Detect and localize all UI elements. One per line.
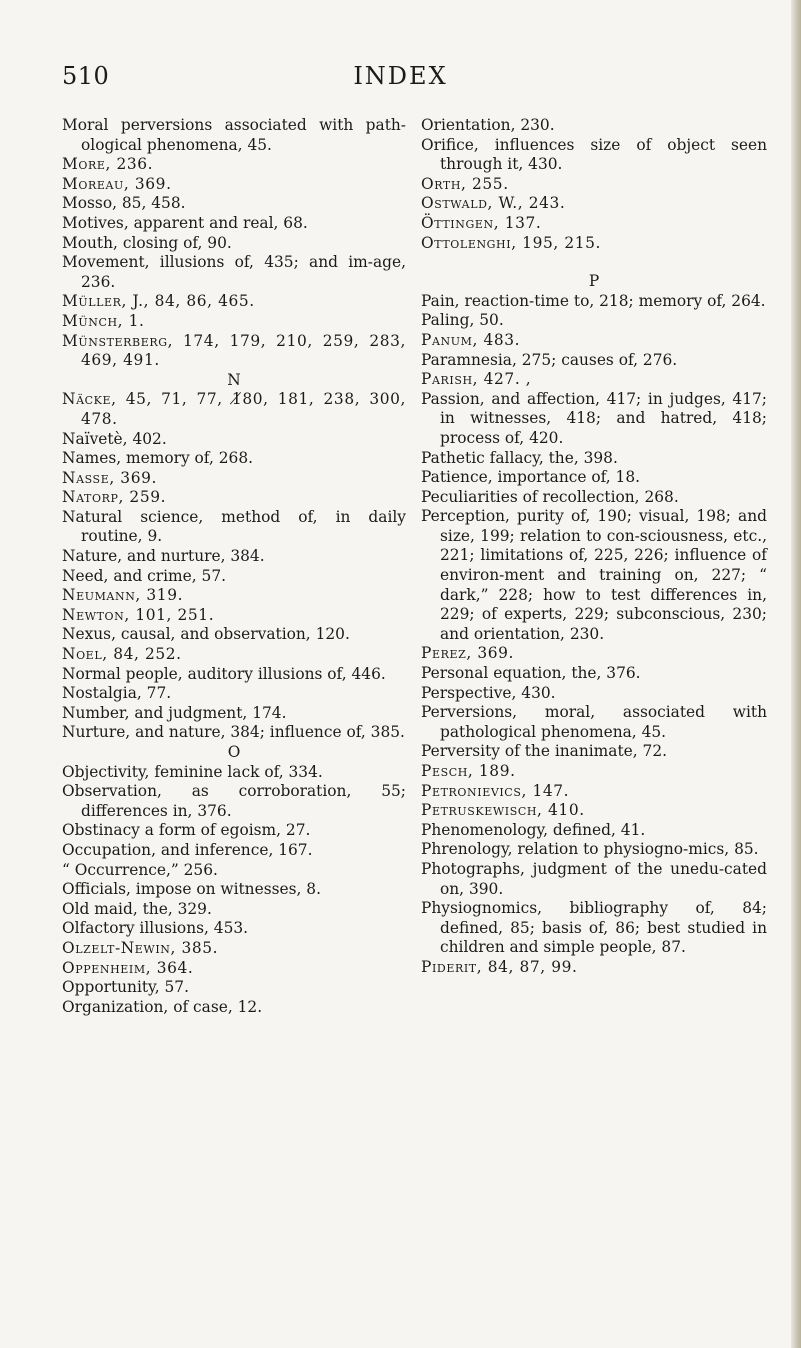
index-entry: Old maid, the, 329. bbox=[62, 899, 212, 918]
index-entry: More, 236. bbox=[62, 155, 154, 174]
page-number: 510 bbox=[62, 62, 110, 90]
index-entry: Officials, impose on witnesses, 8. bbox=[62, 880, 321, 899]
index-entry: Personal equation, the, 376. bbox=[421, 664, 641, 683]
index-entry: Number, and judgment, 174. bbox=[62, 703, 287, 722]
index-entry: Phenomenology, defined, 41. bbox=[421, 820, 646, 839]
index-entry: Patience, importance of, 18. bbox=[421, 468, 641, 487]
index-entry: Natorp, 259. bbox=[62, 488, 167, 507]
index-entry: Obstinacy a form of egoism, 27. bbox=[62, 821, 311, 840]
index-entry: Opportunity, 57. bbox=[62, 978, 189, 997]
index-entry: Moral perversions associated with path-ological phenomena, 45. bbox=[62, 116, 406, 154]
index-entry: Nasse, 369. bbox=[62, 468, 157, 487]
index-entry: Nostalgia, 77. bbox=[62, 684, 172, 703]
index-entry: Occupation, and inference, 167. bbox=[62, 840, 313, 859]
index-entry: Piderit, 84, 87, 99. bbox=[421, 957, 578, 976]
index-entry: Olfactory illusions, 453. bbox=[62, 919, 249, 938]
index-entry: Petruskewisch, 410. bbox=[421, 801, 585, 820]
index-entry: Pain, reaction-time to, 218; memory of, 264. bbox=[421, 291, 766, 310]
page-edge bbox=[791, 0, 801, 1348]
index-entry: Näcke, 45, 71, 77, 1̸80, 181, 238, 300, 478. bbox=[62, 390, 406, 428]
index-entry: Perversions, moral, associated with pathological phenomena, 45. bbox=[421, 703, 767, 741]
entry-group-n bbox=[62, 390, 406, 743]
index-entry: Perversity of the inanimate, 72. bbox=[421, 742, 668, 761]
index-entry: Mosso, 85, 458. bbox=[62, 194, 186, 213]
index-entry: Olzelt-Newin, 385. bbox=[62, 938, 219, 957]
index-entry: Movement, illusions of, 435; and im-age, 236. bbox=[62, 253, 406, 291]
section-letter-n: N bbox=[227, 370, 241, 389]
left-column bbox=[62, 116, 406, 1017]
entry-group-p bbox=[421, 292, 767, 978]
index-entry: Naïvetè, 402. bbox=[62, 429, 167, 448]
index-entry: Names, memory of, 268. bbox=[62, 449, 253, 468]
entry-group-m bbox=[62, 116, 406, 371]
section-letter-o: O bbox=[227, 743, 241, 761]
page-header bbox=[0, 62, 801, 102]
index-entry: Münch, 1. bbox=[62, 311, 145, 330]
index-entry: Petronievics, 147. bbox=[421, 781, 570, 800]
index-entry: Münsterberg, 174, 179, 210, 259, 283, 469, 491. bbox=[62, 331, 406, 370]
index-entry: Neumann, 319. bbox=[62, 586, 184, 605]
index-entry: Organization, of case, 12. bbox=[62, 997, 263, 1016]
section-letter-p: P bbox=[588, 272, 600, 291]
index-entry: Orth, 255. bbox=[421, 174, 509, 193]
index-entry: Nurture, and nature, 384; influence of, 385. bbox=[62, 723, 405, 742]
index-entry: Ottolenghi, 195, 215. bbox=[421, 233, 602, 252]
index-entry: Peculiarities of recollection, 268. bbox=[421, 487, 679, 506]
index-entry: Pathetic fallacy, the, 398. bbox=[421, 448, 618, 467]
index-entry: Observation, as corroboration, 55; differences in, 376. bbox=[62, 782, 406, 820]
index-entry: Photographs, judgment of the unedu-cated on, 390. bbox=[421, 859, 767, 898]
index-entry: Newton, 101, 251. bbox=[62, 605, 215, 624]
running-title: INDEX bbox=[353, 62, 448, 90]
index-entry: Ostwald, W., 243. bbox=[421, 194, 566, 213]
index-entry: Physiognomics, bibliography of, 84; defined, 85; basis of, 86; best studied in children and simple people, 87. bbox=[421, 899, 767, 957]
index-entry: Noel, 84, 252. bbox=[62, 645, 182, 664]
index-entry: Parish, 427. , bbox=[421, 370, 532, 389]
index-entry: Mouth, closing of, 90. bbox=[62, 233, 232, 252]
index-entry: Pesch, 189. bbox=[421, 762, 516, 780]
index-entry: Perez, 369. bbox=[421, 644, 514, 663]
index-entry: Müller, J., 84, 86, 465. bbox=[62, 292, 255, 311]
index-entry: Natural science, method of, in daily routine, 9. bbox=[62, 507, 406, 546]
index-entry: Panum, 483. bbox=[421, 330, 521, 349]
index-entry: Paramnesia, 275; causes of, 276. bbox=[421, 350, 678, 369]
entry-group-o-cont bbox=[421, 116, 767, 253]
index-entry: Nexus, causal, and observation, 120. bbox=[62, 625, 350, 644]
index-entry: Perspective, 430. bbox=[421, 683, 556, 702]
index-entry: Objectivity, feminine lack of, 334. bbox=[62, 762, 323, 781]
right-column bbox=[421, 116, 767, 978]
index-entry: Orientation, 230. bbox=[421, 116, 555, 134]
entry-group-o bbox=[62, 763, 406, 1018]
index-entry: Orifice, influences size of object seen through it, 430. bbox=[421, 135, 767, 174]
index-entry: Phrenology, relation to physiogno-mics, 85. bbox=[421, 840, 759, 859]
index-entry: Perception, purity of, 190; visual, 198; and size, 199; relation to con-sciousness, etc., 221; limitations of, 225, 226; influence of environ-ment and training on, 227; “ dark,” 228; how to test differences in, 229; of experts, 229; subconscious, 230; and orientation, 230. bbox=[421, 507, 767, 643]
index-entry: “ Occurrence,” 256. bbox=[62, 860, 218, 879]
index-entry: Oppenheim, 364. bbox=[62, 958, 194, 977]
index-entry: Passion, and affection, 417; in judges, 417; in witnesses, 418; and hatred, 418; process of, 420. bbox=[421, 389, 767, 447]
index-entry: Normal people, auditory illusions of, 446. bbox=[62, 664, 386, 683]
index-entry: Need, and crime, 57. bbox=[62, 566, 227, 585]
index-entry: Nature, and nurture, 384. bbox=[62, 547, 265, 566]
index-entry: Motives, apparent and real, 68. bbox=[62, 213, 308, 232]
index-entry: Paling, 50. bbox=[421, 311, 504, 330]
index-entry: Moreau, 369. bbox=[62, 174, 172, 193]
index-entry: Öttingen, 137. bbox=[421, 213, 542, 232]
